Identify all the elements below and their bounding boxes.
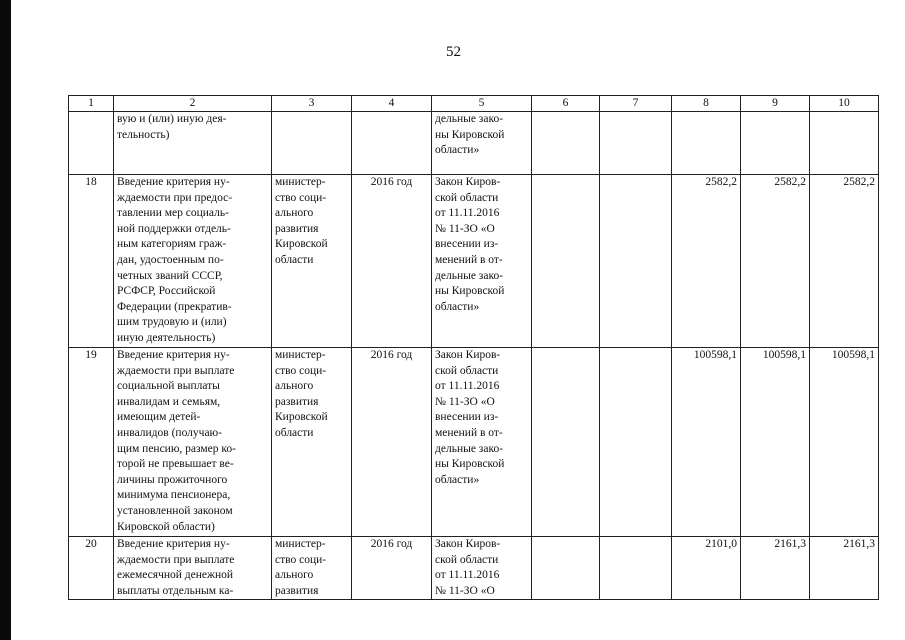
table-cell: [272, 348, 352, 537]
header-cell: 3: [272, 96, 352, 112]
table-cell: [600, 348, 672, 537]
amount-cell: 2582,2: [741, 175, 810, 348]
page-number: 52: [446, 44, 461, 60]
measure-text: вую и (или) иную дея- тельность): [117, 113, 227, 141]
table-cell: [114, 112, 272, 175]
table-cell: [600, 112, 672, 175]
executor-text: министер- ство соци- ального развития: [275, 538, 327, 597]
amount-cell: 100598,1: [741, 348, 810, 537]
header-cell: 10: [810, 96, 879, 112]
document-text: дельные зако- ны Кировской области»: [435, 113, 505, 157]
table-cell: [432, 537, 532, 600]
header-cell: 7: [600, 96, 672, 112]
amount-cell: 2582,2: [810, 175, 879, 348]
header-cell: 6: [532, 96, 600, 112]
table-cell: [600, 175, 672, 348]
table-cell: [114, 537, 272, 600]
header-cell: 2: [114, 96, 272, 112]
table-cell: [272, 537, 352, 600]
table-cell: [532, 112, 600, 175]
table-cell: [69, 112, 114, 175]
table-cell: [272, 112, 352, 175]
table-cell: [432, 112, 532, 175]
table-cell: [600, 537, 672, 600]
program-table: [68, 95, 879, 600]
scan-edge-bar: [0, 0, 11, 640]
table-cell: [672, 112, 741, 175]
table-cell: [432, 175, 532, 348]
table-cell: [352, 112, 432, 175]
document-text: Закон Киров- ской области от 11.11.2016 № 11-ЗО «О внесении из- менений в от- дельные зако- ны Кировской области»: [435, 176, 505, 313]
year-cell: 2016 год: [352, 175, 432, 348]
year-cell: 2016 год: [352, 348, 432, 537]
table-cell: [432, 348, 532, 537]
table-cell: [741, 112, 810, 175]
row-number: 19: [69, 348, 114, 537]
continuation-row: [69, 112, 879, 175]
amount-cell: 100598,1: [810, 348, 879, 537]
document-text: Закон Киров- ской области от 11.11.2016 № 11-ЗО «О внесении из- менений в от- дельные зако- ны Кировской области»: [435, 349, 505, 486]
year-cell: 2016 год: [352, 537, 432, 600]
header-cell: 9: [741, 96, 810, 112]
table-row: [69, 348, 879, 537]
measure-text: Введение критерия ну- ждаемости при выплате ежемесячной денежной выплаты отдельным ка-: [117, 538, 235, 597]
row-number: 18: [69, 175, 114, 348]
table-row: [69, 537, 879, 600]
row-number: 20: [69, 537, 114, 600]
executor-text: министер- ство соци- ального развития Кировской области: [275, 176, 328, 266]
header-cell: 4: [352, 96, 432, 112]
measure-text: Введение критерия ну- ждаемости при предос- тавлении мер социаль- ной поддержки отдель- ным категориям граж- дан, удостоенным по- четных званий СССР, РСФСР, Российской Федерации (прекратив- шим трудовую и (или) иную деятельность): [117, 176, 233, 344]
amount-cell: 2582,2: [672, 175, 741, 348]
amount-cell: 2101,0: [672, 537, 741, 600]
measure-text: Введение критерия ну- ждаемости при выплате социальной выплаты инвалидам и семьям, имеющим детей- инвалидов (получаю- щим пенсию, размер ко- торой не превышает ве- личины прожиточного минимума пенсионера, установленной законом Кировской области): [117, 349, 236, 533]
executor-text: министер- ство соци- ального развития Кировской области: [275, 349, 328, 439]
table-cell: [532, 537, 600, 600]
amount-cell: 100598,1: [672, 348, 741, 537]
header-cell: 1: [69, 96, 114, 112]
document-text: Закон Киров- ской области от 11.11.2016 № 11-ЗО «О: [435, 538, 501, 597]
amount-cell: 2161,3: [810, 537, 879, 600]
table-cell: [810, 112, 879, 175]
header-cell: 5: [432, 96, 532, 112]
header-row: [69, 96, 879, 112]
amount-cell: 2161,3: [741, 537, 810, 600]
table-cell: [114, 175, 272, 348]
table-cell: [272, 175, 352, 348]
table-row: [69, 175, 879, 348]
table-cell: [532, 348, 600, 537]
header-cell: 8: [672, 96, 741, 112]
table-cell: [114, 348, 272, 537]
table-cell: [532, 175, 600, 348]
